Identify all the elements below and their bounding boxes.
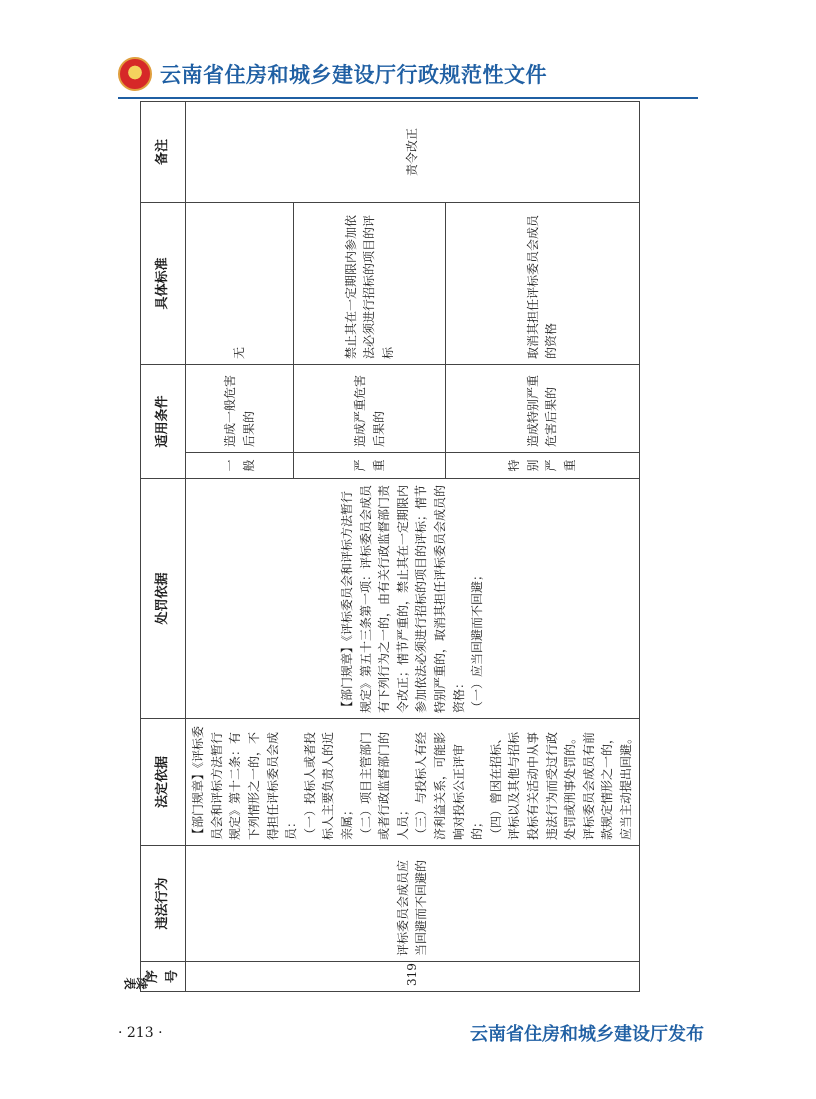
level-general: 一般 [186,453,293,479]
standard-serious: 禁止其在一定期限内参加依法必须进行招标的项目的评标 [293,202,446,364]
header-violation: 违法行为 [141,846,186,962]
level-very-serious: 特别严重 [446,453,639,479]
penalty-basis-line: 【部门规章】《评标委员会和评标方法暂行规定》第五十三条第一项：评标委员会成员有下列行为之一的，由有关行政监督部门责令改正；情节严重的，禁止其在一定期限内参加依法必须进行招标的项目的评标；情节特别严重的，取消其担任评标委员会成员的资格： [340,484,466,713]
row-penalty-basis [186,479,639,719]
legal-basis-line: （一）投标人或者投标人主要负责人的近亲属； [302,731,355,840]
row-number: 319 [186,962,639,992]
table-row [186,101,293,991]
standard-very-serious: 取消其担任评标委员会成员的资格 [446,202,639,364]
row-remark: 责令改正 [186,101,639,202]
condition-general: 造成一般危害后果的 [186,364,293,452]
row-legal-basis [186,719,639,846]
continued-label: 续表 [124,976,148,990]
condition-serious: 造成严重危害后果的 [293,364,446,452]
header-conditions: 适用条件 [141,364,186,478]
row-violation: 评标委员会成员应当回避而不回避的 [186,846,639,962]
header-standards: 具体标准 [141,202,186,364]
level-serious: 严重 [293,453,446,479]
header-legal-basis: 法定依据 [141,719,186,846]
legal-basis-line: （二）项目主管部门或者行政监督部门的人员； [358,731,410,840]
document-title: 云南省住房和城乡建设厅行政规范性文件 [160,63,547,87]
table-canvas [118,102,633,992]
table-header-row [141,101,186,991]
publisher-footer: 云南省住房和城乡建设厅发布 [470,1024,704,1045]
national-emblem-icon [118,57,152,91]
legal-basis-line: （三）与投标人有经济利益关系，可能影响对投标公正评审的； [414,731,485,840]
legal-basis-line: （四）曾因在招标、评标以及其他与招标投标有关活动中从事违法行为而受过行政处罚或刑事处罚的。 [488,731,578,840]
header-remarks: 备注 [141,101,186,202]
rotated-table-area [118,102,633,992]
header-seq: 序号 [141,962,186,992]
penalty-basis-line: （一）应当回避而不回避； [470,568,485,713]
standard-general: 无 [186,202,293,364]
penalty-standards-table [140,101,640,992]
header-divider [118,97,698,99]
legal-basis-line: 评标委员会成员有前款规定情形之一的，应当主动提出回避。 [581,731,633,840]
legal-basis-line: 【部门规章】《评标委员会和评标方法暂行规定》第十二条：有下列情形之一的，不得担任评标委员会成员： [191,725,299,840]
page-number: · 213 · [118,1025,163,1041]
document-header [118,54,547,94]
header-penalty-basis: 处罚依据 [141,479,186,719]
condition-very-serious: 造成特别严重危害后果的 [446,364,639,452]
